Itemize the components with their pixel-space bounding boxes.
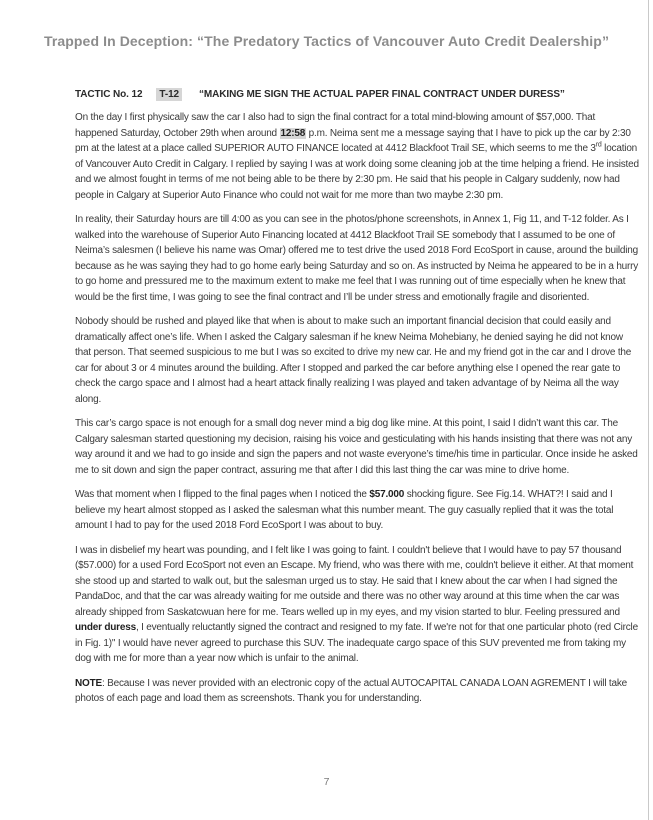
highlighted-time: 12:58: [280, 127, 306, 139]
text-run: Nobody should be rushed and played like that when is about to make such an important financial decision that could easily and dramatically affect one’s life. When I asked the Calgary salesman if he knew Neima Mohebiany, he denied saying he did not know that person. That seemed suspicious to me but I was so excited to drive my new car. He and my friend got in the car and I drove the car for about 3 or 4 minutes around the building. After I stopped and parked the car before anything else I opened the rear gate to check the cargo space and I almost had a heart attack finally realizing I was played and taken advantage of by Neima all the way along.: [75, 316, 632, 405]
paragraph-2: [75, 212, 640, 305]
document-body: [75, 110, 640, 707]
text-run: I was in disbelief my heart was pounding, and I felt like I was going to faint. I couldn't believe that I would have to pay 57 thousand ($57.000) for a used Ford EcoSport not even an Escape. My friend, who was there with me, couldn't believe it either. At that moment she stood up and started to walk out, but the salesman urged us to stay. He said that I knew about the car when I had signed the PandaDoc, and that the car was already waiting for me outside and there was no other way around at this time when the car was already shipped from Saskatcwuan here for me. Tears welled up in my eyes, and my vision started to blur. Feeling pressured and: [75, 544, 634, 618]
text-run: shocking figure. See Fig.14. WHAT?! I said and I believe my heart almost stopped as I asked the salesman what this number meant. The guy casually replied that it was the total amount I had to pay for the used 2018 Ford EcoSport I was about to buy.: [75, 489, 614, 531]
paragraph-note: [75, 676, 640, 707]
page-number: 7: [323, 776, 330, 788]
text-run: In reality, their Saturday hours are till 4:00 as you can see in the photos/phone screenshots, in Annex 1, Fig 11, and T-12 folder. As I walked into the warehouse of Superior Auto Financing located at 4412 Blackfoot Trail SE somebody that I assumed to be one of Neima’s salesmen (I believe his name was Omar) offered me to test drive the used 2018 Ford EcoSport in cause, around the building because as he was saying they had to go home early being Saturday and so on. As instructed by Neima he appeared to be in a hurry to go home and pressured me to the maximum extent to make me feel that I was running out of time especially when he knew that would be the first time, I was going to see the final contract and I’ll be under stress and emotionally fragile and disoriented.: [75, 214, 639, 303]
paragraph-3: [75, 314, 640, 407]
document-title: Trapped In Deception: “The Predatory Tactics of Vancouver Auto Credit Dealership”: [43, 33, 610, 49]
paragraph-6: [75, 543, 640, 667]
tactic-number-label: TACTIC No. 12: [75, 89, 143, 100]
page-edge-line: [648, 0, 649, 820]
ordinal-superscript: rd: [595, 141, 602, 149]
note-label: NOTE: [75, 677, 102, 689]
text-run: On the day I first physically saw the car I also had to sign the final contract for a total mind-blowing amount of $57,000. That happened Saturday, October 29th when around: [75, 112, 596, 139]
section-heading: [75, 89, 633, 100]
tactic-quote-title: “MAKING ME SIGN THE ACTUAL PAPER FINAL CONTRACT UNDER DURESS”: [199, 89, 565, 100]
paragraph-4: [75, 416, 640, 478]
text-run: location of Vancouver Auto Credit in Calgary. I replied by saying I was at work doing some cleaning job at the time helping a friend. He insisted and we almost fought in terms of me not being able to be there by 2:30 pm. He said that his people in Calgary suddenly, now had people in Calgary at Superior Auto Finance who could not wait for me more than two maybe 2:30 pm.: [75, 143, 639, 201]
text-run: , I eventually reluctantly signed the contract and resigned to my fate. If we're not for that one particular photo (red Circle in Fig. 1)" I would have never agreed to purchase this SUV. The inadequate cargo space of this SUV prevented me from taking my dog with me for more than a year now which is unfair to the animal.: [75, 622, 638, 664]
text-run: : Because I was never provided with an electronic copy of the actual AUTOCAPITAL CANADA LOAN AGREMENT I will take photos of each page and load them as screenshots. Thank you for understanding.: [75, 677, 628, 704]
tactic-tag-highlight: T-12: [156, 88, 182, 101]
text-run: Was that moment when I flipped to the final pages when I noticed the: [75, 489, 370, 500]
paragraph-1: [75, 110, 640, 203]
bold-amount: $57.000: [369, 489, 405, 500]
text-run: p.m. Neima sent me a message saying that I have to pick up the car by 2:30 pm at the latest at a place called SUPERIOR AUTO FINANCE located at 4412 Blackfoot Trail SE, which seems to me the 3: [75, 127, 631, 154]
bold-under-duress: under duress: [75, 622, 136, 633]
paragraph-5: [75, 487, 640, 534]
text-run: This car’s cargo space is not enough for a small dog never mind a big dog like mine. At this point, I said I didn’t want this car. The Calgary salesman started questioning my decision, raising his voice and gesticulating with his hands insisting that there was not any way around it and we had to go inside and sign the papers and not waste everyone’s time/his time in particular. Once inside he asked me to sit down and sign the paper contract, assuring me that after I did this last thing the car was mine to drive home.: [75, 418, 638, 476]
